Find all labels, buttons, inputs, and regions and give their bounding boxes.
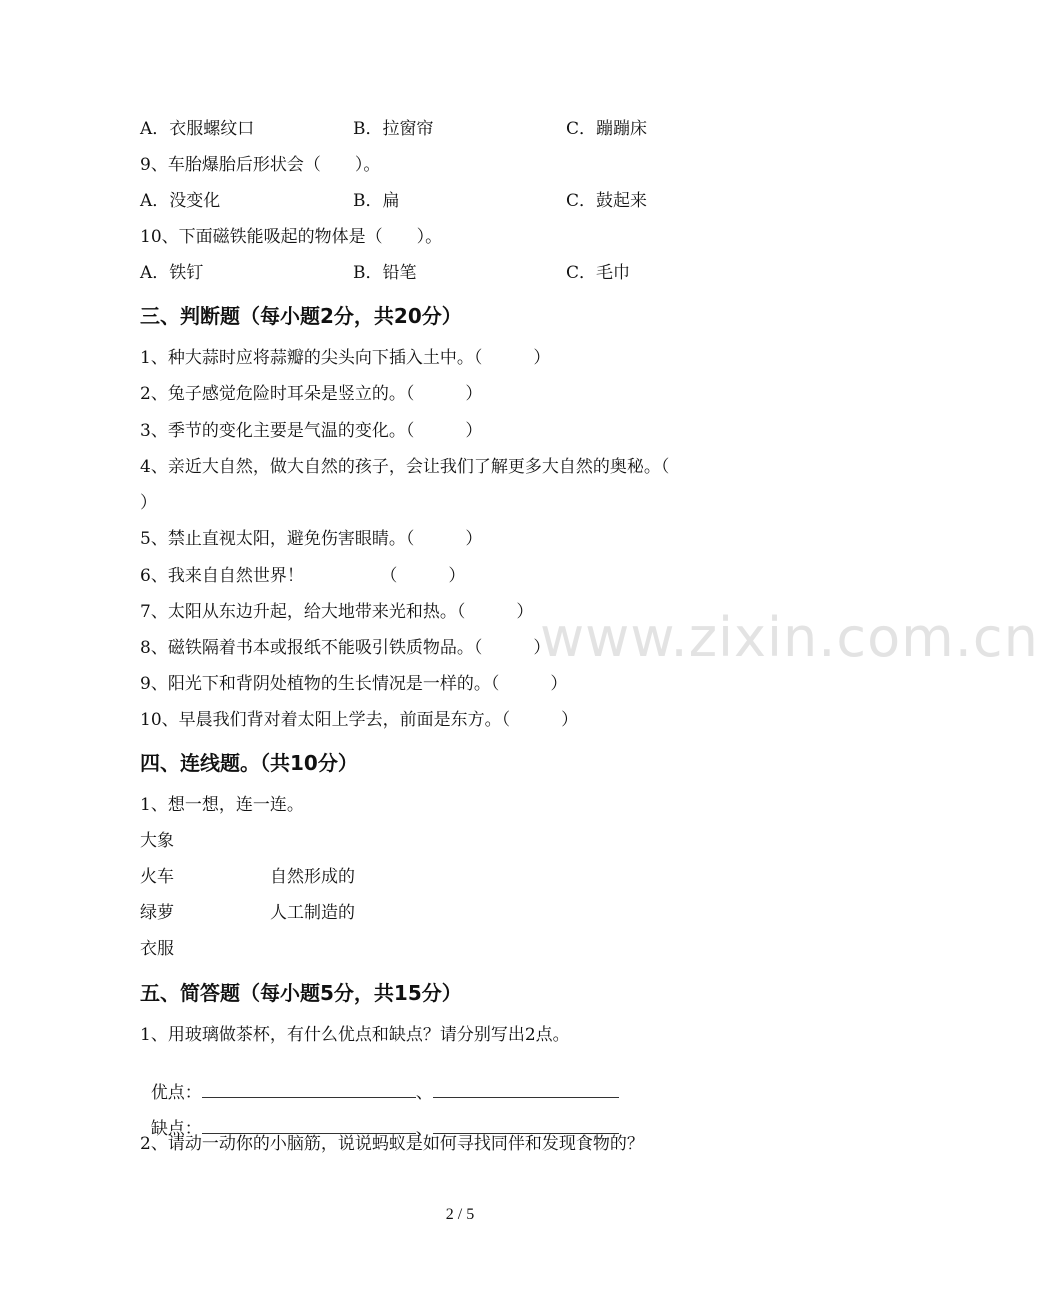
q9-option-b: B．扁 (353, 191, 400, 211)
answer-blank[interactable] (433, 1119, 619, 1134)
judge-item: 1、种大蒜时应将蒜瓣的尖头向下插入土中。（ ） (140, 348, 551, 368)
separator: 、 (415, 1119, 433, 1139)
match-left-item: 火车 (140, 867, 174, 887)
match-question: 1、想一想，连一连。 (140, 795, 304, 815)
q10-option-b: B．铅笔 (353, 263, 417, 283)
q8-option-b: B．拉窗帘 (353, 119, 434, 139)
q9-option-a: A．没变化 (140, 191, 221, 211)
section3-title: 三、判断题（每小题2分，共20分） (140, 304, 462, 328)
section5-title: 五、简答题（每小题5分，共15分） (140, 981, 462, 1005)
judge-item: 9、阳光下和背阴处植物的生长情况是一样的。（ ） (140, 674, 568, 694)
page-number: 2 / 5 (445, 1206, 475, 1223)
match-right-item: 人工制造的 (270, 903, 355, 923)
disadvantages-label: 缺点： (150, 1119, 202, 1139)
judge-item: 3、季节的变化主要是气温的变化。（ ） (140, 421, 483, 441)
q10-stem: 10、下面磁铁能吸起的物体是（ ）。 (140, 227, 443, 247)
separator: 、 (415, 1083, 433, 1103)
match-left-item: 衣服 (140, 939, 174, 959)
advantages-label: 优点： (150, 1083, 202, 1103)
judge-item: 2、兔子感觉危险时耳朵是竖立的。（ ） (140, 384, 483, 404)
judge-item: 7、太阳从东边升起，给大地带来光和热。（ ） (140, 602, 534, 622)
answer-blank[interactable] (202, 1119, 416, 1134)
short-answer-q2: 2、请动一动你的小脑筋，说说蚂蚁是如何寻找同伴和发现食物的？ (140, 1134, 644, 1154)
section4-title: 四、连线题。（共10分） (140, 751, 358, 775)
judge-item: 5、禁止直视太阳，避免伤害眼睛。（ ） (140, 529, 483, 549)
q9-stem: 9、车胎爆胎后形状会（ ）。 (140, 155, 381, 175)
short-answer-q1: 1、用玻璃做茶杯，有什么优点和缺点？请分别写出2点。 (140, 1025, 570, 1045)
q10-option-a: A．铁钉 (140, 263, 204, 283)
judge-item: 4、亲近大自然，做大自然的孩子，会让我们了解更多大自然的奥秘。（ (140, 457, 670, 477)
q8-option-c: C．蹦蹦床 (566, 119, 648, 139)
q8-option-a: A．衣服螺纹口 (140, 119, 255, 139)
judge-item: 10、早晨我们背对着太阳上学去，前面是东方。（ ） (140, 710, 579, 730)
judge-item: 8、磁铁隔着书本或报纸不能吸引铁质物品。（ ） (140, 638, 551, 658)
watermark: www.zixin.com.cn (540, 606, 1039, 669)
match-left-item: 大象 (140, 831, 174, 851)
match-left-item: 绿萝 (140, 903, 174, 923)
match-right-item: 自然形成的 (270, 867, 355, 887)
judge-item: 6、我来自自然世界！ （ ） (140, 566, 466, 586)
q10-option-c: C．毛巾 (566, 263, 631, 283)
q9-option-c: C．鼓起来 (566, 191, 648, 211)
judge-item-continuation: ） (140, 493, 157, 513)
